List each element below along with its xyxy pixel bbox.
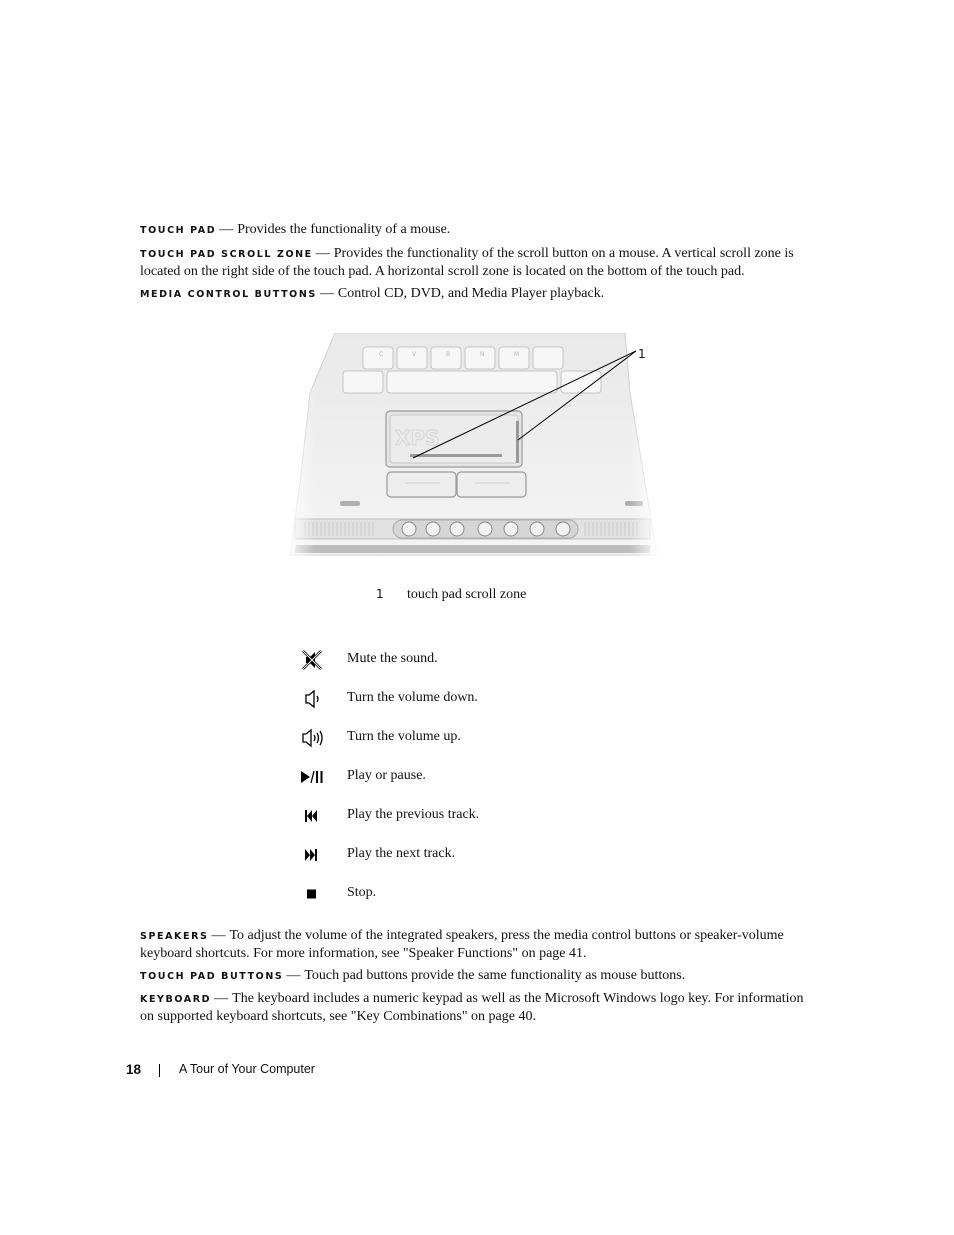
stop-icon [300, 883, 324, 905]
legend-label: touch pad scroll zone [407, 587, 527, 602]
page-number: 18 [126, 1062, 142, 1077]
media-control-row [300, 805, 700, 827]
media-control-row [300, 844, 700, 866]
callout-number: 1 [638, 347, 646, 361]
volume-down-icon [300, 688, 324, 710]
media-control-row [300, 727, 700, 749]
media-buttons-description: MEDIA CONTROL BUTTONS — Control CD, DVD, and Media Player playback. [140, 286, 605, 301]
media-control-description: Play the next track. [347, 846, 456, 861]
media-control-description: Stop. [347, 885, 377, 900]
description-text: Control CD, DVD, and Media Player playback. [337, 286, 605, 301]
media-control-description: Turn the volume up. [347, 729, 461, 744]
touch-pad-illustration [285, 333, 660, 563]
term-label: TOUCH PAD [140, 225, 217, 236]
term-label: TOUCH PAD BUTTONS [140, 971, 284, 982]
media-control-row [300, 766, 700, 788]
media-control-description: Turn the volume down. [347, 690, 478, 705]
touch-pad-description: TOUCH PAD — Provides the functionality of a mouse. [140, 222, 451, 237]
footer-separator [159, 1064, 160, 1077]
media-control-description: Mute the sound. [347, 651, 438, 666]
play-pause-icon [300, 766, 324, 788]
legend-number: 1 [376, 587, 384, 601]
term-label: TOUCH PAD SCROLL ZONE [140, 249, 313, 260]
media-control-description: Play or pause. [347, 768, 426, 783]
touch-pad-buttons-description: TOUCH PAD BUTTONS — Touch pad buttons provide the same functionality as mouse buttons. [140, 968, 686, 983]
description-text: Provides the functionality of a mouse. [237, 222, 451, 237]
scroll-zone-description: TOUCH PAD SCROLL ZONE — Provides the functionality of the scroll button on a mouse. A vertical scroll zone is located on the right side of the touch pad. A horizontal scroll zone is located on the bottom of the touch pad. [140, 246, 794, 279]
media-control-row [300, 649, 700, 671]
figure-legend [376, 587, 526, 603]
chapter-title: A Tour of Your Computer [179, 1062, 315, 1076]
description-text: The keyboard includes a numeric keypad as well as the Microsoft Windows logo key. For information on supported keyboard shortcuts, see "Key Combinations" on page 40. [140, 991, 804, 1024]
description-text: Touch pad buttons provide the same functionality as mouse buttons. [304, 968, 686, 983]
media-control-description: Play the previous track. [347, 807, 480, 822]
mute-icon [300, 649, 324, 671]
page-footer [126, 1062, 315, 1077]
speakers-description: SPEAKERS — To adjust the volume of the integrated speakers, press the media control buttons or speaker-volume keyboard shortcuts. For more information, see "Speaker Functions" on page 41. [140, 928, 784, 961]
description-text: To adjust the volume of the integrated speakers, press the media control buttons or speaker-volume keyboard shortcuts. For more information, see "Speaker Functions" on page 41. [140, 928, 784, 961]
volume-up-icon [300, 727, 324, 749]
keyboard-description: KEYBOARD — The keyboard includes a numeric keypad as well as the Microsoft Windows logo key. For information on supported keyboard shortcuts, see "Key Combinations" on page 40. [140, 991, 804, 1024]
media-control-row [300, 688, 700, 710]
description-text: Provides the functionality of the scroll button on a mouse. A vertical scroll zone is located on the right side of the touch pad. A horizontal scroll zone is located on the bottom of the touch pad. [140, 246, 794, 279]
term-label: MEDIA CONTROL BUTTONS [140, 289, 317, 300]
previous-track-icon [300, 805, 324, 827]
term-label: SPEAKERS [140, 931, 209, 942]
next-track-icon [300, 844, 324, 866]
term-label: KEYBOARD [140, 994, 212, 1005]
media-control-row [300, 883, 700, 905]
